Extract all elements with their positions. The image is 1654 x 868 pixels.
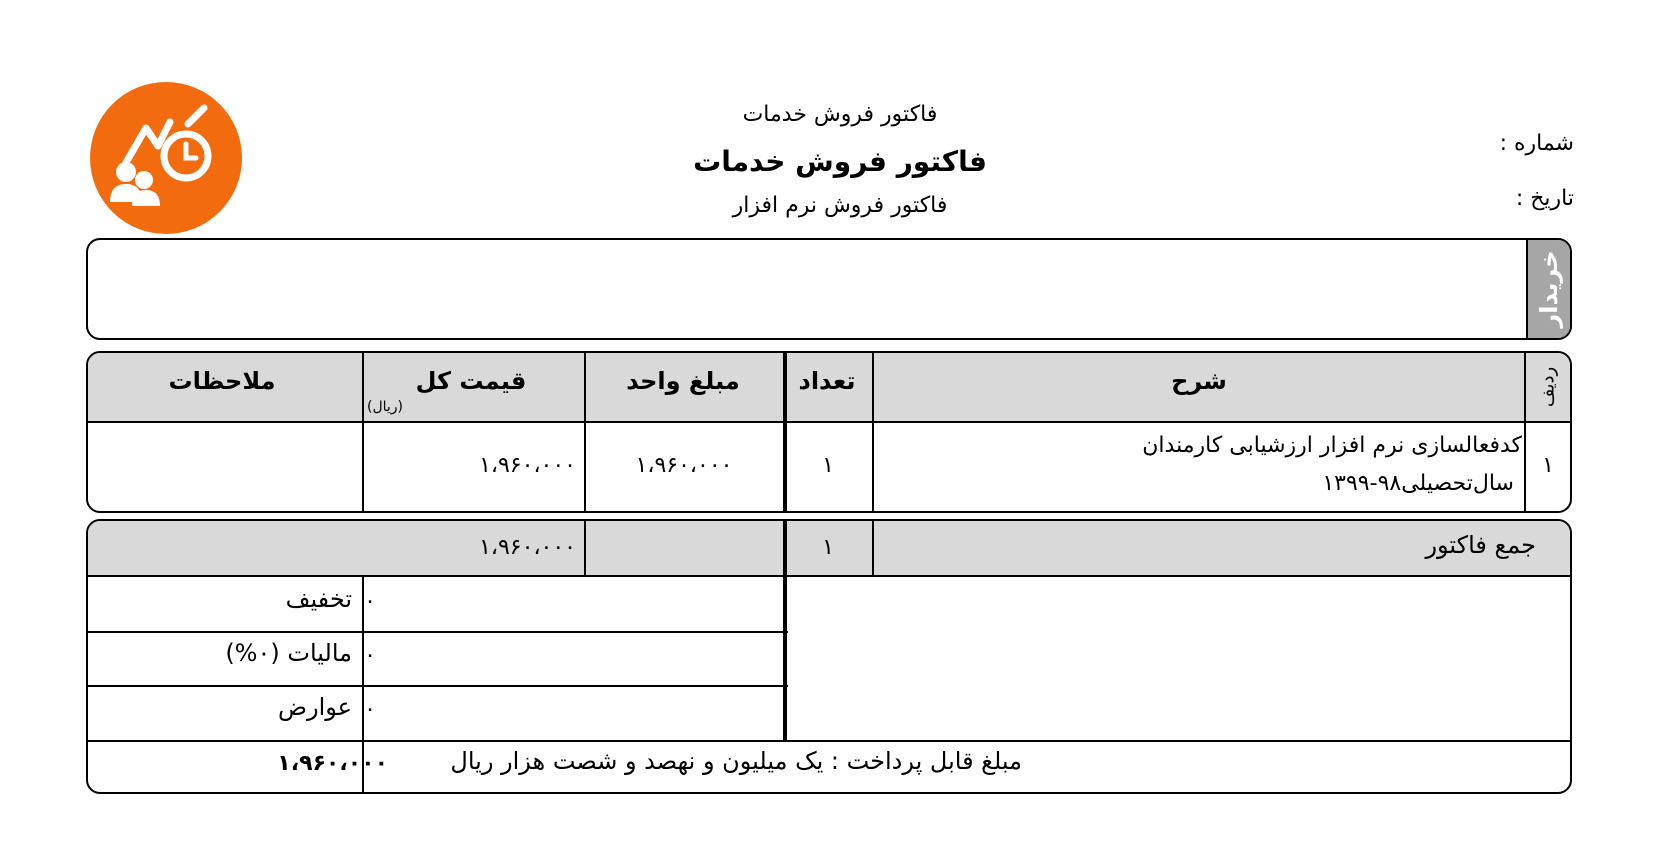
summary-total-row <box>88 521 1570 577</box>
row-divider <box>88 685 788 687</box>
invoice-number-label: شماره : <box>1499 131 1574 156</box>
col-divider <box>584 353 586 513</box>
row-total-price: ۱،۹۶۰،۰۰۰ <box>479 453 576 478</box>
row-divider <box>88 631 788 633</box>
summary-total: ۱،۹۶۰،۰۰۰ <box>479 535 576 560</box>
payable-amount-value: ۱،۹۶۰،۰۰۰ <box>277 751 388 776</box>
col-divider <box>872 353 874 513</box>
row-divider <box>88 740 1570 742</box>
tax-label: مالیات (۰%) <box>225 639 352 667</box>
header-row-cell <box>1526 353 1570 421</box>
header-row-label: ردیف <box>1537 366 1559 408</box>
summary-quantity: ۱ <box>822 535 834 560</box>
row-quantity: ۱ <box>822 453 834 478</box>
row-description-line1: کدفعالسازی نرم افزار ارزشیابی کارمندان <box>1142 433 1522 458</box>
table-header <box>88 353 1570 423</box>
tax-value: ۰ <box>364 643 376 668</box>
header-quantity: تعداد <box>798 367 856 395</box>
header-currency-note: (ریال) <box>366 399 404 415</box>
buyer-box <box>86 238 1572 340</box>
title-small: فاکتور فروش خدمات <box>742 102 938 127</box>
payable-amount-text: مبلغ قابل پرداخت : یک میلیون و نهصد و شصت هزار ریال <box>450 747 1022 775</box>
subtitle: فاکتور فروش نرم افزار <box>732 193 948 218</box>
company-logo-icon <box>88 80 244 236</box>
col-divider <box>584 521 586 577</box>
row-unit-price: ۱،۹۶۰،۰۰۰ <box>635 453 733 478</box>
col-divider <box>1524 353 1526 513</box>
col-divider <box>362 353 364 513</box>
header-notes: ملاحظات <box>168 367 276 395</box>
buyer-label-bar <box>1526 240 1570 338</box>
invoice-date-label: تاریخ : <box>1515 186 1574 211</box>
duties-value: ۰ <box>364 697 376 722</box>
header-unit-price: مبلغ واحد <box>626 367 740 395</box>
duties-label: عوارض <box>278 693 352 721</box>
col-divider <box>872 521 874 577</box>
page-title: فاکتور فروش خدمات <box>693 145 987 178</box>
row-description-line2: سال‌تحصیلی۹۸-۱۳۹۹ <box>1322 471 1514 496</box>
items-table <box>86 351 1572 513</box>
summary-table <box>86 519 1572 794</box>
col-divider <box>783 353 787 513</box>
header-total-price: قیمت کل <box>415 367 527 395</box>
header-description: شرح <box>1171 367 1227 395</box>
discount-value: ۰ <box>364 589 376 614</box>
summary-label: جمع فاکتور <box>1425 531 1536 559</box>
row-number: ۱ <box>1542 453 1554 478</box>
discount-label: تخفیف <box>285 585 352 613</box>
buyer-label: خریدار <box>1535 250 1563 328</box>
